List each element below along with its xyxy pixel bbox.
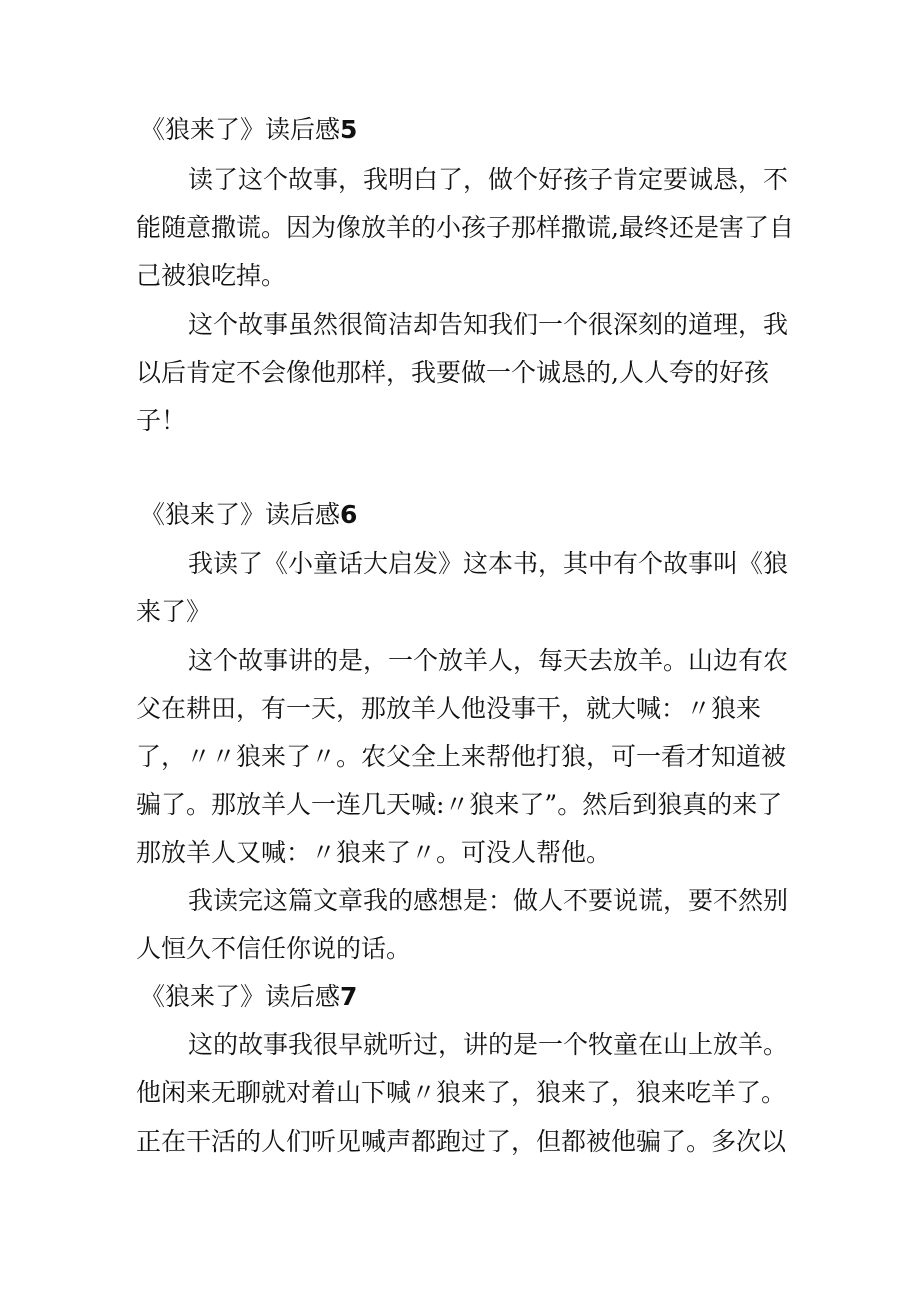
section-title-6 xyxy=(140,500,357,530)
paragraph-line: 了，〃〃狼来了〃。农父全上来帮他打狼，可一看才知道被 xyxy=(136,742,787,771)
paragraph-line: 能随意撒谎。因为像放羊的小孩子那样撒谎,最终还是害了自 xyxy=(136,213,794,242)
paragraph-line: 骗了。那放羊人一连几天喊:〃狼来了”。然后到狼真的来了 xyxy=(136,790,783,819)
section-title-5 xyxy=(140,115,357,145)
paragraph-line: 我读完这篇文章我的感想是：做人不要说谎，要不然别 xyxy=(188,886,789,915)
paragraph-line: 这的故事我很早就听过，讲的是一个牧童在山上放羊。 xyxy=(188,1030,789,1059)
paragraph-line: 我读了《小童话大启发》这本书，其中有个故事叫《狼 xyxy=(188,549,789,578)
paragraph-line: 正在干活的人们听见喊声都跑过了，但都被他骗了。多次以 xyxy=(136,1127,787,1156)
section-title-text: 《狼来了》读后感 xyxy=(140,982,341,1011)
section-title-text: 《狼来了》读后感 xyxy=(140,500,341,529)
paragraph-line: 己被狼吃掉。 xyxy=(136,261,287,290)
section-title-text: 《狼来了》读后感 xyxy=(140,115,341,144)
paragraph-line: 那放羊人又喊：〃狼来了〃。可没人帮他。 xyxy=(136,838,612,867)
section-title-number: 7 xyxy=(340,982,358,1011)
section-title-number: 6 xyxy=(340,500,358,529)
paragraph-line: 父在耕田，有一天，那放羊人他没事干，就大喊：〃狼来 xyxy=(136,694,762,723)
paragraph-line: 这个故事虽然很简洁却告知我们一个很深刻的道理，我 xyxy=(188,310,789,339)
paragraph-line: 读了这个故事，我明白了，做个好孩子肯定要诚恳，不 xyxy=(188,165,789,194)
section-title-7 xyxy=(140,982,357,1012)
paragraph-line: 以后肯定不会像他那样，我要做一个诚恳的,人人夸的好孩 xyxy=(136,358,769,387)
section-title-number: 5 xyxy=(340,115,358,144)
paragraph-line: 这个故事讲的是，一个放羊人，每天去放羊。山边有农 xyxy=(188,646,789,675)
paragraph-line: 他闲来无聊就对着山下喊〃狼来了，狼来了，狼来吃羊了。 xyxy=(136,1078,787,1107)
paragraph-line: 子！ xyxy=(136,406,187,435)
paragraph-line: 人恒久不信任你说的话。 xyxy=(136,934,412,963)
paragraph-line: 来了》 xyxy=(136,597,212,626)
